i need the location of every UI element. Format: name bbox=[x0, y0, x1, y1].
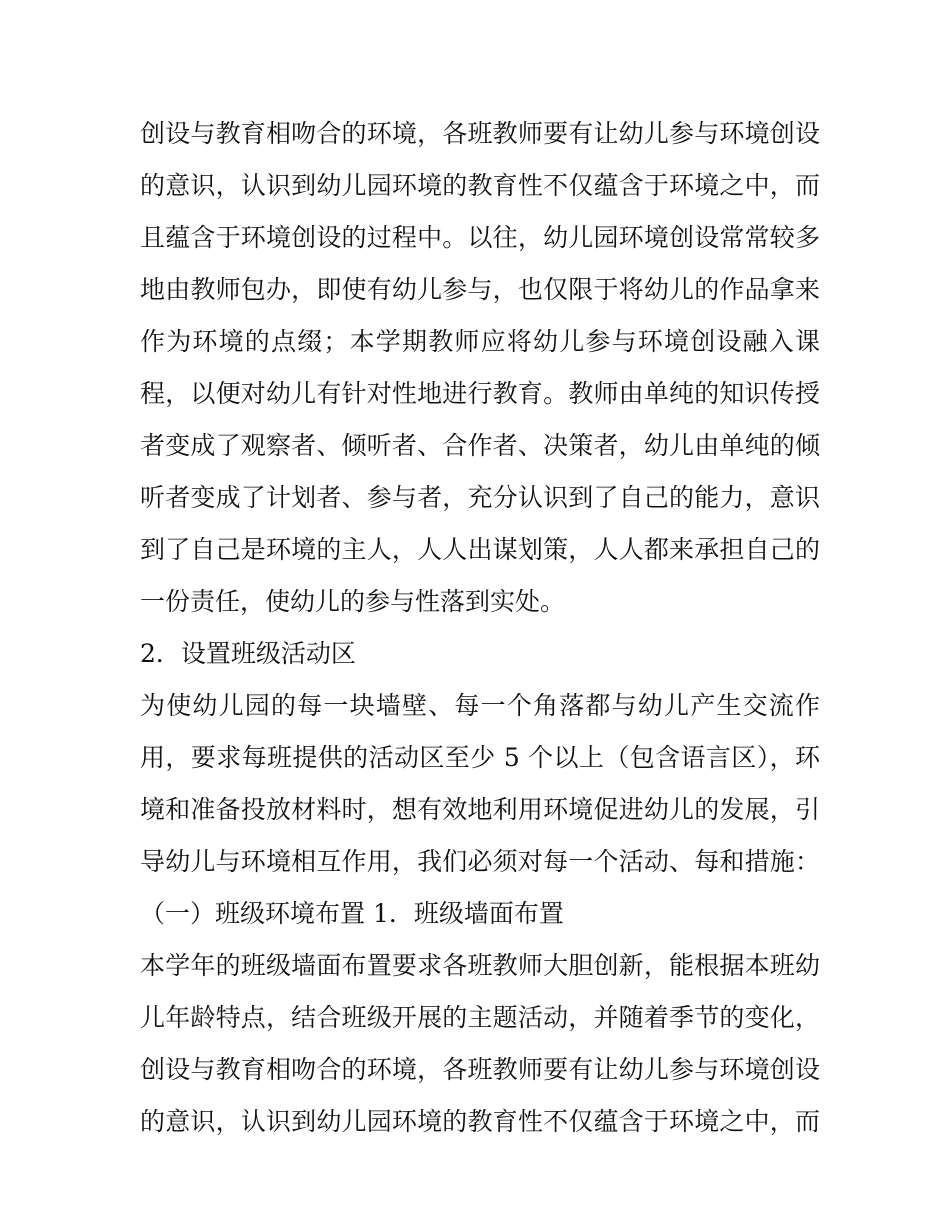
section-heading: （一）班级环境布置 1．班级墙面布置 bbox=[140, 899, 564, 928]
text-line: 作为环境的点缀；本学期教师应将幼儿参与环境创设融入课 bbox=[140, 327, 820, 356]
text-line: 创设与教育相吻合的环境，各班教师要有让幼儿参与环境创设 bbox=[140, 1055, 820, 1084]
text-line: 程，以便对幼儿有针对性地进行教育。教师由单纯的知识传授 bbox=[140, 379, 820, 408]
text-line: 导幼儿与环境相互作用，我们必须对每一个活动、每和措施： bbox=[140, 847, 820, 876]
text-line: 地由教师包办，即使有幼儿参与，也仅限于将幼儿的作品拿来 bbox=[140, 275, 820, 304]
text-line: 儿年龄特点，结合班级开展的主题活动，并随着季节的变化， bbox=[140, 1003, 820, 1032]
text-line: 到了自己是环境的主人，人人出谋划策，人人都来承担自己的 bbox=[140, 535, 820, 564]
text-line: 用，要求每班提供的活动区至少 5 个以上（包含语言区），环 bbox=[140, 743, 820, 772]
text-line: 者变成了观察者、倾听者、合作者、决策者，幼儿由单纯的倾 bbox=[140, 431, 820, 460]
text-line: 一份责任，使幼儿的参与性落到实处。 bbox=[140, 587, 566, 616]
text-line: 听者变成了计划者、参与者，充分认识到了自己的能力，意识 bbox=[140, 483, 820, 512]
text-line: 境和准备投放材料时，想有效地利用环境促进幼儿的发展，引 bbox=[140, 795, 820, 824]
text-line: 本学年的班级墙面布置要求各班教师大胆创新，能根据本班幼 bbox=[140, 951, 820, 980]
text-line: 的意识，认识到幼儿园环境的教育性不仅蕴含于环境之中，而 bbox=[140, 171, 820, 200]
text-line: 为使幼儿园的每一块墙壁、每一个角落都与幼儿产生交流作 bbox=[140, 691, 820, 720]
body-text bbox=[140, 108, 820, 1148]
text-line: 且蕴含于环境创设的过程中。以往，幼儿园环境创设常常较多 bbox=[140, 223, 820, 252]
section-heading: 2．设置班级活动区 bbox=[140, 639, 356, 668]
text-line: 的意识，认识到幼儿园环境的教育性不仅蕴含于环境之中，而 bbox=[140, 1107, 820, 1136]
text-line: 创设与教育相吻合的环境，各班教师要有让幼儿参与环境创设 bbox=[140, 119, 820, 148]
